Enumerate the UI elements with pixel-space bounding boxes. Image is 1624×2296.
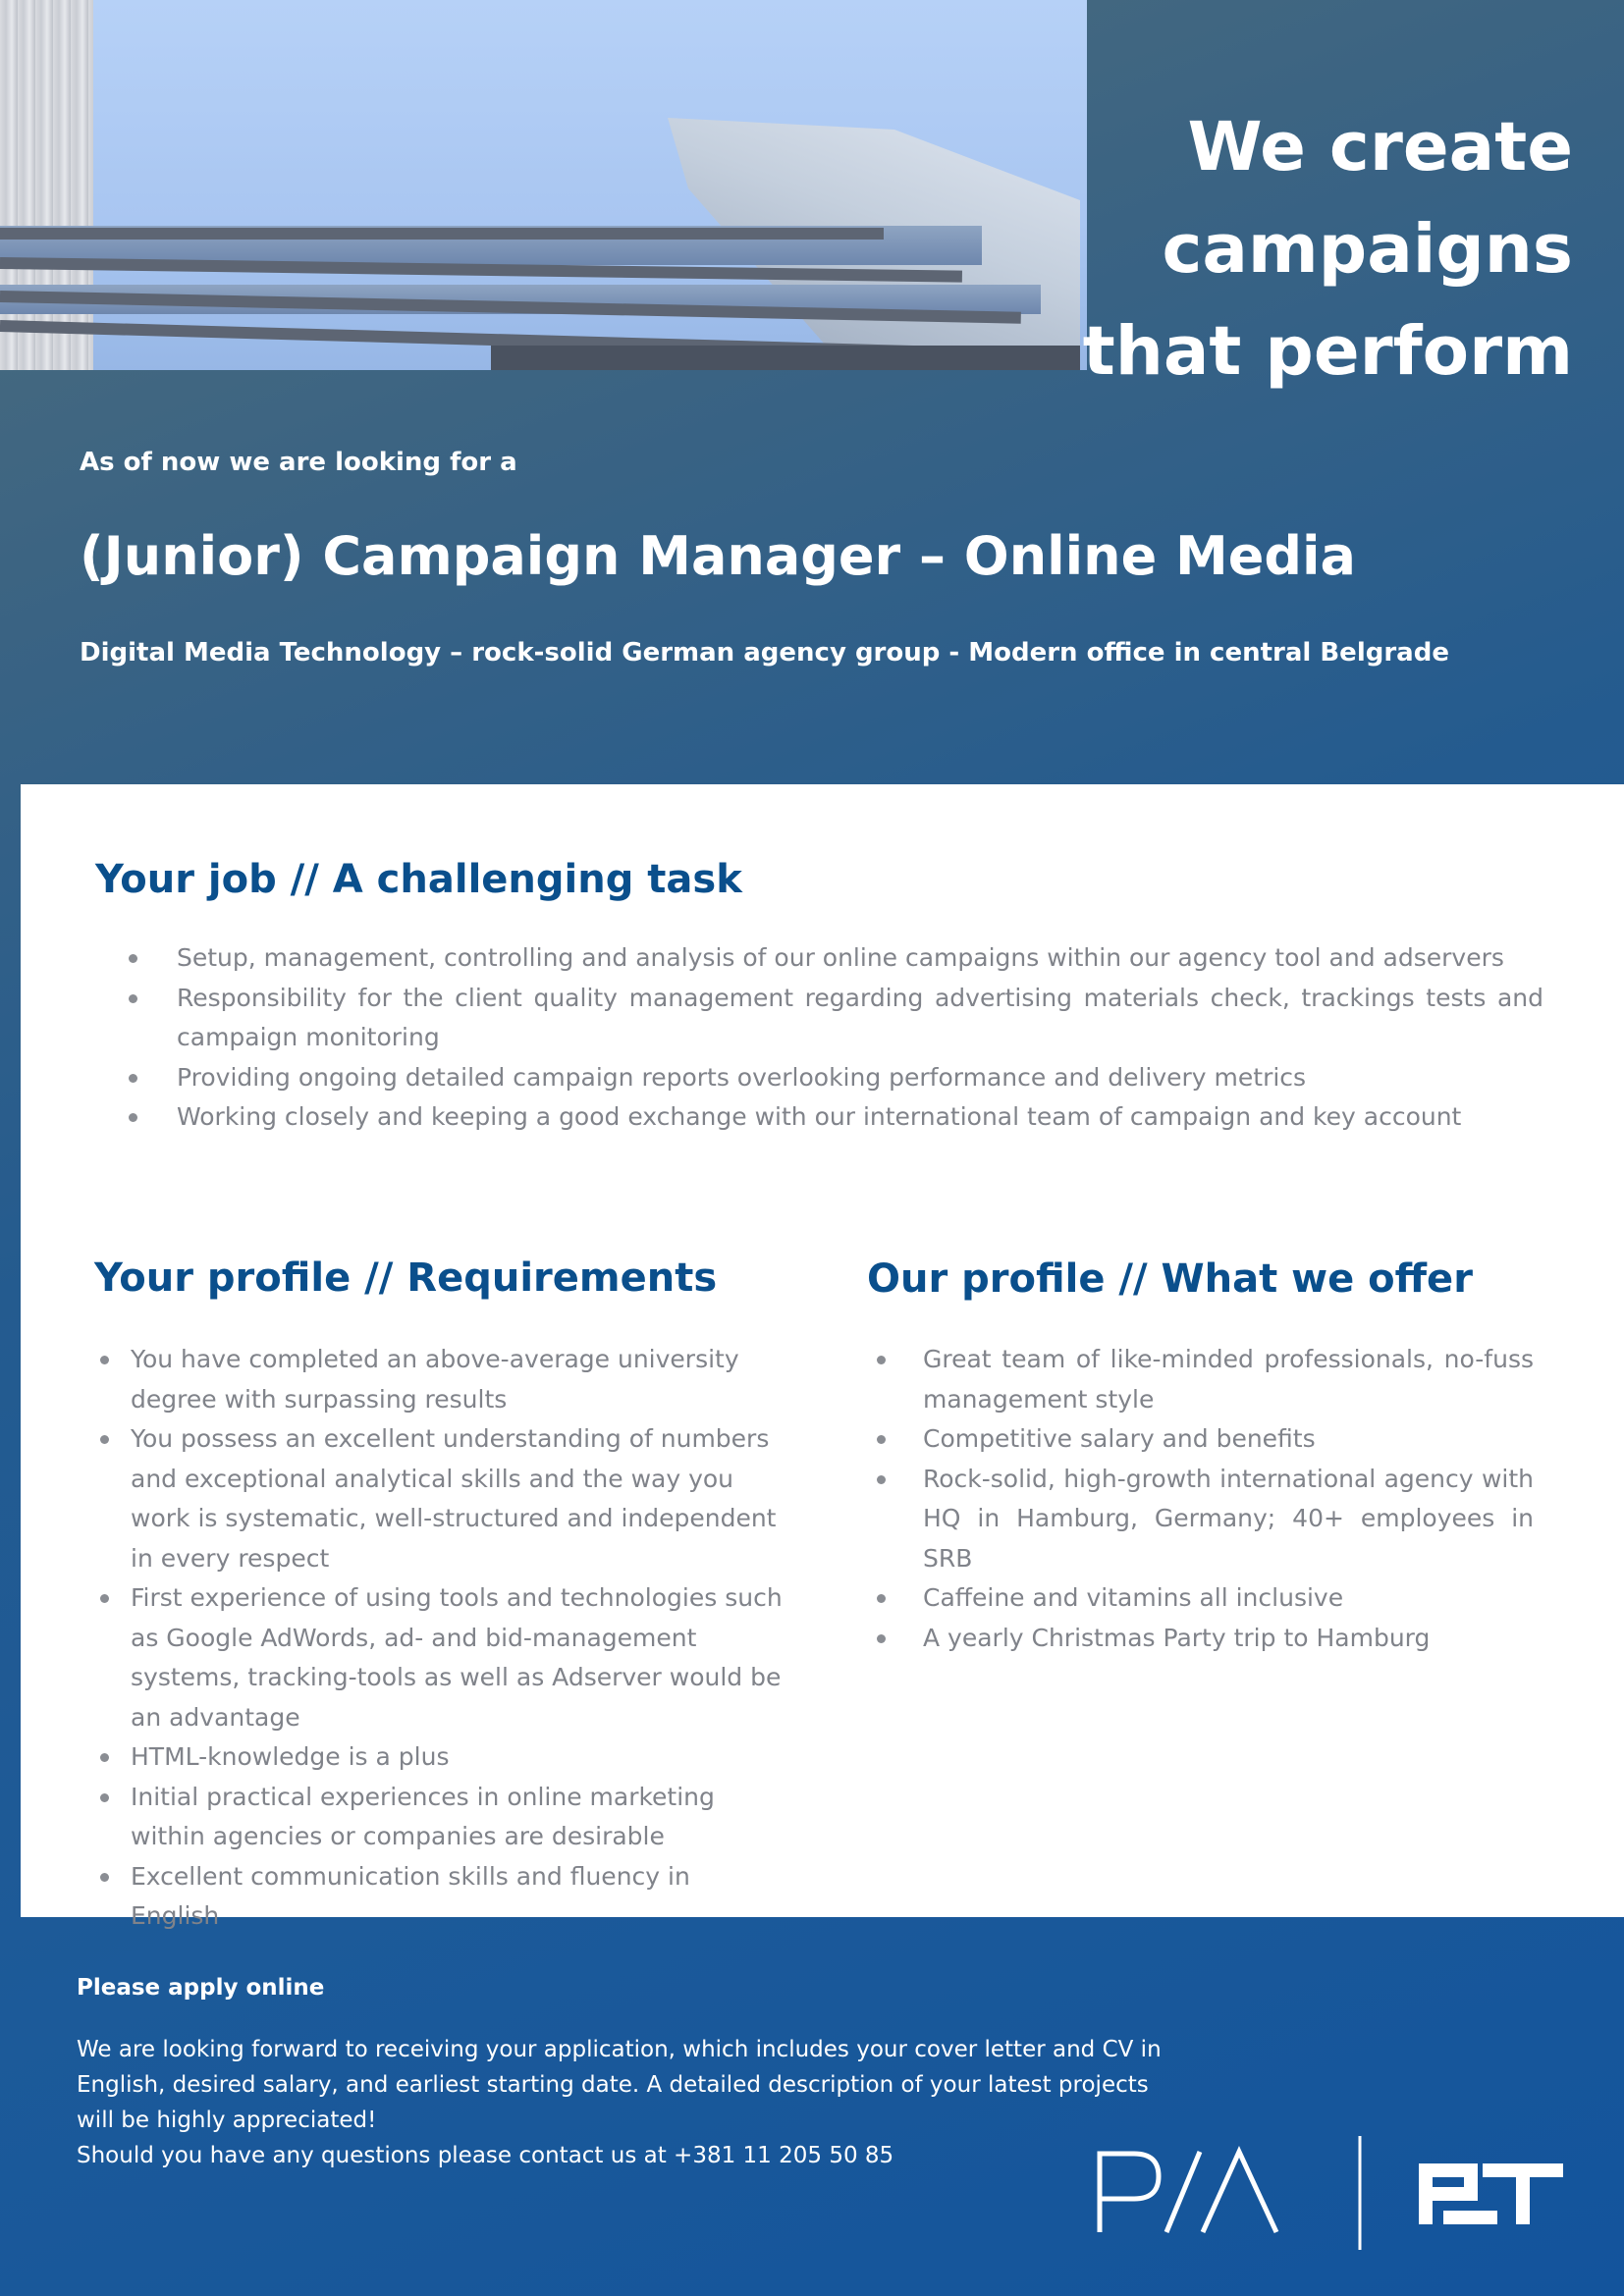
pt-logo — [1419, 2163, 1563, 2224]
list-item: HTML-knowledge is a plus — [93, 1737, 785, 1778]
header-photo-building — [0, 0, 1087, 370]
list-item: A yearly Christmas Party trip to Hamburg — [870, 1619, 1534, 1659]
requirements-list — [93, 1340, 785, 1937]
list-item: First experience of using tools and technologies such as Google AdWords, ad- and bid-management systems, tracking-tools as well as Adserver would be an advantage — [93, 1578, 785, 1737]
offer-heading: Our profile // What we offer — [867, 1256, 1473, 1302]
hero-title: We create campaigns that perform — [1082, 108, 1573, 391]
offer-list — [870, 1340, 1534, 1658]
apply-heading: Please apply online — [77, 1975, 325, 2001]
list-item: Initial practical experiences in online marketing within agencies or companies are desirable — [93, 1778, 785, 1857]
job-heading: Your job // A challenging task — [95, 857, 742, 902]
pa-logo — [1100, 2152, 1276, 2232]
apply-paragraph: We are looking forward to receiving your application, which includes your cover letter and CV in English, desired salary, and earliest starting date. A detailed description of your latest projects will be highly appreciated! — [77, 2037, 1162, 2133]
content-card — [21, 784, 1624, 1930]
photo-left-tower — [0, 0, 93, 370]
list-item: Providing ongoing detailed campaign reports overlooking performance and delivery metrics — [120, 1058, 1543, 1098]
list-item: Competitive salary and benefits — [870, 1419, 1534, 1460]
list-item: You possess an excellent understanding of numbers and exceptional analytical skills and the way you work is systematic, well-structured and independent in every respect — [93, 1419, 785, 1578]
list-item: Caffeine and vitamins all inclusive — [870, 1578, 1534, 1619]
requirements-heading: Your profile // Requirements — [94, 1255, 718, 1301]
list-item: Rock-solid, high-growth international agency with HQ in Hamburg, Germany; 40+ employees in SRB — [870, 1460, 1534, 1579]
company-logos — [1090, 2134, 1581, 2252]
apply-contact: Should you have any questions please contact us at +381 11 205 50 85 — [77, 2143, 894, 2168]
photo-slab — [0, 228, 884, 240]
job-title: (Junior) Campaign Manager – Online Media — [80, 525, 1356, 587]
job-list — [120, 938, 1543, 1138]
list-item: Responsibility for the client quality management regarding advertising materials check, trackings tests and campaign monitoring — [120, 979, 1543, 1058]
company-tagline: Digital Media Technology – rock-solid German agency group - Modern office in central Belgrade — [80, 638, 1449, 667]
photo-slab — [491, 346, 1080, 370]
intro-text: As of now we are looking for a — [80, 448, 517, 477]
list-item: Working closely and keeping a good exchange with our international team of campaign and key account — [120, 1097, 1543, 1138]
list-item: You have completed an above-average university degree with surpassing results — [93, 1340, 785, 1419]
apply-text — [77, 2032, 1176, 2173]
list-item: Great team of like-minded professionals, no-fuss management style — [870, 1340, 1534, 1419]
list-item: Excellent communication skills and fluency in English — [93, 1857, 785, 1937]
list-item: Setup, management, controlling and analysis of our online campaigns within our agency tool and adservers — [120, 938, 1543, 979]
